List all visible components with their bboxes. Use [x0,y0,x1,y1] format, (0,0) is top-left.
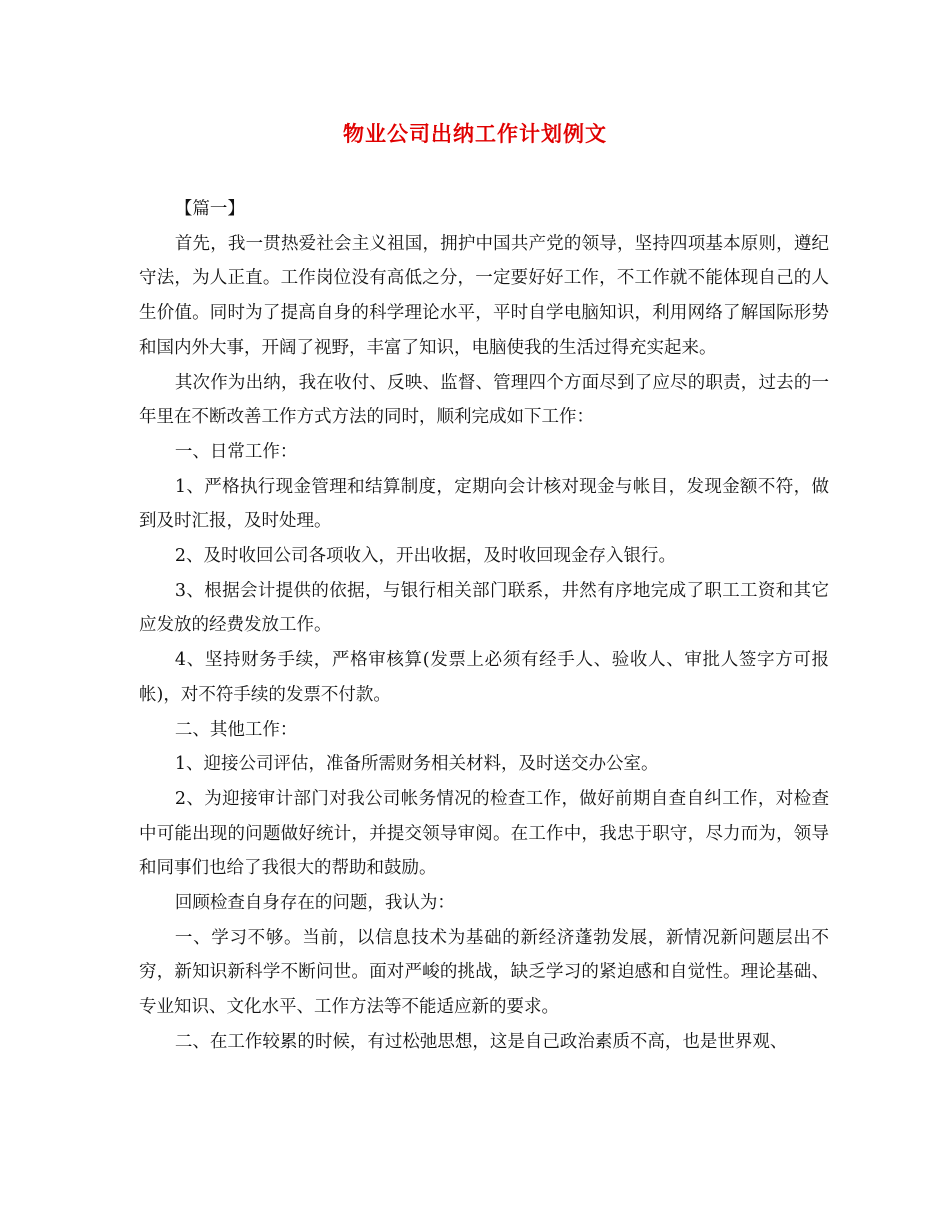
list-item: 2、及时收回公司各项收入，开出收据，及时收回现金存入银行。 [174,546,677,567]
list-item: 1、迎接公司评估，准备所需财务相关材料，及时送交办公室。 [174,754,659,775]
section-heading: 【篇一】 [174,199,245,219]
subheading: 二、其他工作： [174,719,298,740]
document-title: 物业公司出纳工作计划例文 [343,122,607,146]
subheading: 一、日常工作： [174,441,298,462]
list-item: 1、严格执行现金管理和结算制度，定期向会计核对现金与帐目，发现金额不符，做到及时汇报，及时处理。 [139,476,829,532]
paragraph: 其次作为出纳，我在收付、反映、监督、管理四个方面尽到了应尽的职责，过去的一年里在不断改善工作方式方法的同时，顺利完成如下工作： [139,372,829,428]
paragraph: 二、在工作较累的时候，有过松弛思想，这是自己政治素质不高，也是世界观、 [174,1031,788,1052]
paragraph: 一、学习不够。当前，以信息技术为基础的新经济蓬勃发展，新情况新问题层出不穷，新知识新科学不断问世。面对严峻的挑战，缺乏学习的紧迫感和自觉性。理论基础、专业知识、文化水平、工作方法等不能适应新的要求。 [139,927,829,1018]
list-item: 4、坚持财务手续，严格审核算(发票上必须有经手人、验收人、审批人签字方可报帐)，对不符手续的发票不付款。 [139,650,829,705]
list-item: 2、为迎接审计部门对我公司帐务情况的检查工作，做好前期自查自纠工作，对检查中可能出现的问题做好统计，并提交领导审阅。在工作中，我忠于职守，尽力而为，领导和同事们也给了我很大的帮助和鼓励。 [139,788,829,879]
document-body [139,192,829,1060]
list-item: 3、根据会计提供的依据，与银行相关部门联系，井然有序地完成了职工工资和其它应发放的经费发放工作。 [139,580,829,636]
paragraph: 首先，我一贯热爱社会主义祖国，拥护中国共产党的领导，坚持四项基本原则，遵纪守法，为人正直。工作岗位没有高低之分，一定要好好工作，不工作就不能体现自己的人生价值。同时为了提高自身的科学理论水平，平时自学电脑知识，利用网络了解国际形势和国内外大事，开阔了视野，丰富了知识，电脑使我的生活过得充实起来。 [139,233,829,358]
paragraph: 回顾检查自身存在的问题，我认为： [174,893,455,914]
